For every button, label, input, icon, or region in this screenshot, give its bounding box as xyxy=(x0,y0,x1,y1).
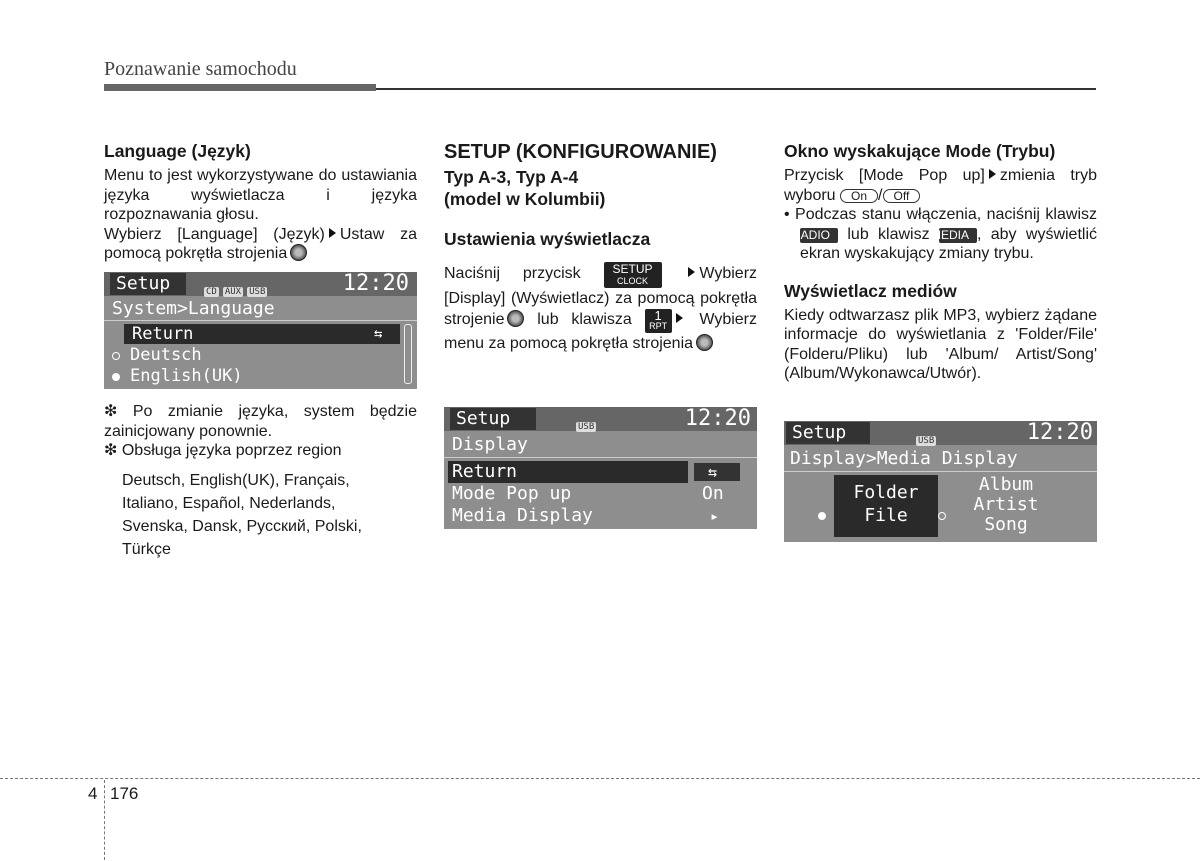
lcd-path: System>Language xyxy=(112,298,275,319)
paragraph-instruction: Wybierz [Language] (Język) Ustaw za pomocą pokrętła strojenia xyxy=(104,225,417,262)
lcd-title: Setup xyxy=(450,408,536,430)
section-heading-language: Language (Język) xyxy=(104,141,251,161)
usb-badge: USB xyxy=(578,422,595,432)
section-heading-setup: SETUP (KONFIGUROWANIE) xyxy=(444,141,717,163)
column-language xyxy=(104,140,417,264)
aux-badge: AUX xyxy=(224,287,242,297)
lcd-badges xyxy=(204,279,271,298)
model-region: (model w Kolumbii) xyxy=(444,189,606,209)
column-mode-popup xyxy=(784,140,1097,384)
section-heading-mode-popup: Okno wyskakujące Mode (Trybu) xyxy=(784,141,1056,161)
return-icon: ⇆ xyxy=(374,326,383,342)
lcd-item-return: Return xyxy=(452,461,518,482)
paragraph-mode-popup: Przycisk [Mode Pop up] zmienia tryb wyboru On / Off xyxy=(784,167,1097,204)
lcd-path: Display xyxy=(452,434,528,455)
return-icon: ⇆ xyxy=(708,463,718,481)
off-pill: Off xyxy=(883,189,921,203)
media-key: MEDIA xyxy=(939,228,977,243)
notes-language xyxy=(104,402,417,561)
paragraph: Menu to jest wykorzystywane do ustawiania języka wyświetlacza i języka rozpoznawania głosu. xyxy=(104,167,417,223)
lcd-screen-media-display: Setup USB 12:20 Display>Media Display Folder File Album Artist Song xyxy=(784,421,1097,542)
chapter-number: 4 xyxy=(88,784,98,803)
header-rule-thin xyxy=(376,88,1096,90)
paragraph-media-display: Kiedy odtwarzasz plik MP3, wybierz żądane informacje do wyświetlania z 'Folder/File' (Folderu/Pliku) lub 'Album/ Artist/Song' (Album/Wykonawca/Utwór). xyxy=(784,306,1097,382)
on-pill: On xyxy=(840,189,878,203)
setup-clock-key: SETUP CLOCK xyxy=(604,262,662,288)
cd-badge: CD xyxy=(206,287,217,297)
usb-badge: USB xyxy=(249,287,266,297)
running-header: Poznawanie samochodu xyxy=(104,58,297,80)
language-list: Deutsch, English(UK), Français, Italiano, Español, Nederlands, Svenska, Dansk, Русский, Polski, Türkçe xyxy=(122,471,362,558)
footer-rule xyxy=(0,778,1200,779)
arrow-right-icon xyxy=(329,228,336,238)
arrow-right-icon xyxy=(688,267,695,277)
note: ❇ Po zmianie języka, system będzie zainicjowany ponownie. xyxy=(104,403,417,440)
lcd-screen-language xyxy=(104,272,417,389)
lcd-item-deutsch: Deutsch xyxy=(112,345,202,365)
lcd-item-return: Return xyxy=(132,324,194,344)
section-heading-media-display: Wyświetlacz mediów xyxy=(784,280,957,301)
tune-knob-icon xyxy=(290,244,307,261)
lcd-clock: 12:20 xyxy=(1026,421,1093,445)
lcd-title: Setup xyxy=(786,422,870,444)
section-heading-display: Ustawienia wyświetlacza xyxy=(444,229,651,249)
header-rule-thick xyxy=(104,84,376,91)
tune-knob-icon xyxy=(507,310,524,327)
arrow-right-icon xyxy=(989,169,996,179)
lcd-screen-display xyxy=(444,407,757,529)
lcd-option-album-artist-song: Album Artist Song xyxy=(973,474,1039,535)
lcd-item-english: English(UK) xyxy=(112,366,243,386)
bullet-mode-popup: • Podczas stanu włączenia, naciśnij klawisz RADIO lub klawisz MEDIA , aby wyświetlić ekran wyskakujący zmiany trybu. xyxy=(784,206,1097,262)
lcd-scrollbar xyxy=(404,324,412,384)
lcd-path: Display>Media Display xyxy=(790,448,1018,469)
usb-badge: USB xyxy=(918,436,935,446)
paragraph-display: Naciśnij przycisk SETUP CLOCK Wybierz [Display] (Wyświetlacz) za pomocą pokrętła strojenie lub klawisza 1 RPT Wybierz menu za pomocą pokrętła strojenia xyxy=(444,262,758,352)
radio-off-icon xyxy=(112,352,120,360)
tune-knob-icon xyxy=(696,334,713,351)
model-type: Typ A-3, Typ A-4 xyxy=(444,167,579,187)
lcd-clock: 12:20 xyxy=(684,407,751,431)
lcd-clock: 12:20 xyxy=(342,272,409,296)
lcd-title: Setup xyxy=(110,273,186,295)
radio-key: RADIO xyxy=(800,228,838,243)
lcd-item-mode-popup: Mode Pop up xyxy=(452,483,572,504)
lcd-badges xyxy=(916,428,940,447)
column-setup xyxy=(444,140,757,354)
footer-divider xyxy=(104,780,105,860)
page-number: 176 xyxy=(110,784,139,803)
radio-on-icon xyxy=(112,373,120,381)
lcd-item-media-display: Media Display xyxy=(452,505,593,526)
arrow-right-icon xyxy=(676,313,683,323)
rpt-key: 1 RPT xyxy=(645,309,672,333)
lcd-badges xyxy=(576,414,600,433)
lcd-value-mode-popup: On xyxy=(702,483,724,504)
radio-off-icon xyxy=(938,505,956,524)
note: ❇ Obsługa języka poprzez region xyxy=(104,442,342,459)
submenu-arrow-icon: ▸ xyxy=(710,507,720,525)
